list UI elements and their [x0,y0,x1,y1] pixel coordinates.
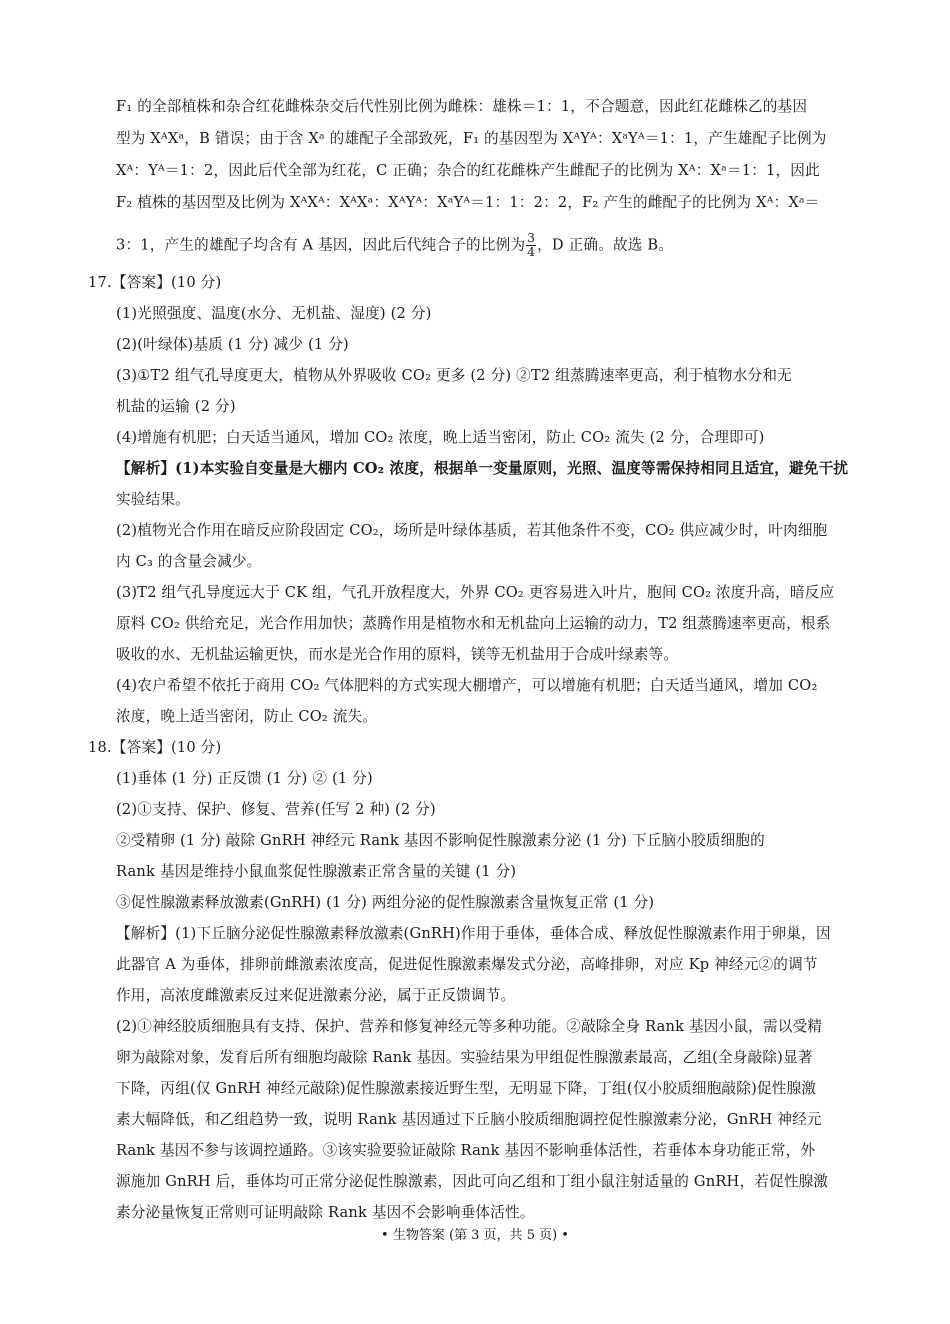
analysis-line: 【解析】(1)下丘脑分泌促性腺激素释放激素(GnRH)作用于垂体，垂体合成、释放促性腺激素作用于卵巢，因 [116,925,831,942]
fraction-lead-text: 3：1，产生的雄配子均含有 A 基因，因此后代纯合子的比例为 [116,236,526,254]
text-line: (2)植物光合作用在暗反应阶段固定 CO₂，场所是叶绿体基质，若其他条件不变，CO₂ 供应减少时，叶肉细胞 [116,522,828,539]
text-line: F₁ 的全部植株和杂合红花雌株杂交后代性别比例为雌株：雄株＝1：1，不合题意，因此红花雌株乙的基因 [116,98,808,115]
text-line-with-fraction [116,232,673,259]
text-line: 型为 XᴬXᵃ，B 错误；由于含 Xᵃ 的雄配子全部致死，F₁ 的基因型为 XᴬYᴬ：XᵃYᴬ＝1：1，产生雄配子比例为 [116,130,827,147]
text-line: 此器官 A 为垂体，排卵前雌激素浓度高，促进促性腺激素爆发式分泌，高峰排卵，对应 Kp 神经元②的调节 [116,956,818,973]
text-line: (3)①T2 组气孔导度更大，植物从外界吸收 CO₂ 更多 (2 分) ②T2 组蒸腾速率更高，利于植物水分和无 [116,367,792,384]
text-line: 浓度，晚上适当密闭，防止 CO₂ 流失。 [116,708,378,725]
text-line: 下降，丙组(仅 GnRH 神经元敲除)促性腺激素接近野生型，无明显下降，丁组(仅小胶质细胞敲除)促性腺激 [116,1080,817,1097]
text-line: 素分泌量恢复正常则可证明敲除 Rank 基因不会影响垂体活性。 [116,1204,535,1221]
text-line: 作用，高浓度雌激素反过来促进激素分泌，属于正反馈调节。 [116,987,516,1004]
fraction-tail-text: ，D 正确。故选 B。 [537,236,674,254]
answer-heading-18: 18.【答案】(10 分) [88,739,222,756]
text-line: 吸收的水、无机盐运输更快，而水是光合作用的原料，镁等无机盐用于合成叶绿素等。 [116,646,679,663]
text-line: (4)农户希望不依托于商用 CO₂ 气体肥料的方式实现大棚增产，可以增施有机肥；白天适当通风，增加 CO₂ [116,677,818,694]
text-line: 内 C₃ 的含量会减少。 [116,553,262,570]
text-line: Rank 基因不参与该调控通路。③该实验要验证敲除 Rank 基因不影响垂体活性，若垂体本身功能正常，外 [116,1142,816,1159]
text-line: (2)(叶绿体)基质 (1 分) 减少 (1 分) [116,336,349,353]
page-footer: • 生物答案 (第 3 页，共 5 页) • [381,1228,569,1243]
text-line: 素大幅降低，和乙组趋势一致，说明 Rank 基因通过下丘脑小胶质细胞调控促性腺激素分泌，GnRH 神经元 [116,1111,822,1128]
fraction [526,232,536,259]
text-line: Xᴬ：Yᴬ＝1：2，因此后代全部为红花，C 正确；杂合的红花雌株产生雌配子的比例为 Xᴬ：Xᵃ＝1：1，因此 [116,162,820,179]
text-line: (2)①支持、保护、修复、营养(任写 2 种) (2 分) [116,801,436,818]
fraction-numerator: 3 [527,231,536,245]
analysis-line: 【解析】(1)本实验自变量是大棚内 CO₂ 浓度，根据单一变量原则，光照、温度等需保持相同且适宜，避免干扰 [116,460,849,477]
text-line: (4)增施有机肥；白天适当通风，增加 CO₂ 浓度，晚上适当密闭，防止 CO₂ 流失 (2 分，合理即可) [116,429,765,446]
text-line: (3)T2 组气孔导度远大于 CK 组，气孔开放程度大，外界 CO₂ 更容易进入叶片，胞间 CO₂ 浓度升高，暗反应 [116,584,835,601]
text-line: ②受精卵 (1 分) 敲除 GnRH 神经元 Rank 基因不影响促性腺激素分泌 (1 分) 下丘脑小胶质细胞的 [116,832,765,849]
text-line: 机盐的运输 (2 分) [116,398,236,415]
answer-heading-17: 17.【答案】(10 分) [88,274,222,291]
text-line: (2)①神经胶质细胞具有支持、保护、营养和修复神经元等多种功能。②敲除全身 Rank 基因小鼠，需以受精 [116,1018,823,1035]
text-line: (1)光照强度、温度(水分、无机盐、湿度) (2 分) [116,305,432,322]
text-line: ③促性腺激素释放激素(GnRH) (1 分) 两组分泌的促性腺激素含量恢复正常 (1 分) [116,894,655,911]
text-line: 源施加 GnRH 后，垂体均可正常分泌促性腺激素，因此可向乙组和丁组小鼠注射适量的 GnRH，若促性腺激 [116,1173,829,1190]
text-line: Rank 基因是维持小鼠血浆促性腺激素正常含量的关键 (1 分) [116,863,517,880]
text-line: F₂ 植株的基因型及比例为 XᴬXᴬ：XᴬXᵃ：XᴬYᴬ：XᵃYᴬ＝1：1：2：2，F₂ 产生的雌配子的比例为 Xᴬ：Xᵃ＝ [116,194,820,211]
fraction-denominator: 4 [527,245,536,259]
text-line: 实验结果。 [116,491,190,508]
text-line: (1)垂体 (1 分) 正反馈 (1 分) ② (1 分) [116,770,373,787]
text-line: 卵为敲除对象，发育后所有细胞均敲除 Rank 基因。实验结果为甲组促性腺激素最高，乙组(全身敲除)显著 [116,1049,813,1066]
text-line: 原料 CO₂ 供给充足，光合作用加快；蒸腾作用是植物水和无机盐向上运输的动力，T2 组蒸腾速率更高，根系 [116,615,831,632]
